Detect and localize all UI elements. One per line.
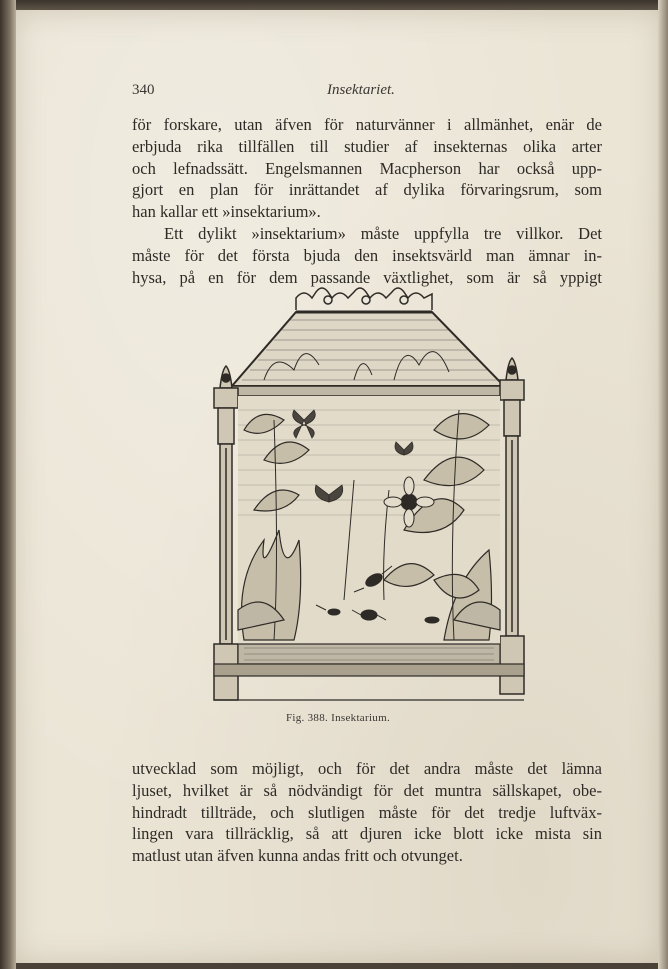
text-line: hysa, på en för dem passande växtlighet, som är så yppigt	[132, 267, 602, 287]
text-line: och lefnadssätt. Engelsmannen Macpherson har också upp-	[132, 158, 602, 178]
paragraph-bottom	[132, 758, 602, 867]
insektarium-illustration	[204, 280, 534, 710]
text-line: gjort en plan för inrättandet af dylika förvaringsrum, som	[132, 180, 602, 200]
page-header	[132, 82, 602, 104]
text-line: erbjuda rika tillfällen till studier af insekternas olika arter	[132, 136, 602, 156]
text-line: för forskare, utan äfven för naturvänner i allmänhet, enär de	[132, 115, 602, 134]
text-line: hindradt tillträde, och slutligen måste för det tredje luftväx-	[132, 802, 602, 822]
text-line: han kallar ett »insektarium».	[132, 202, 321, 222]
figure-caption: Fig. 388. Insektarium.	[285, 712, 391, 724]
scan-border-left	[0, 0, 16, 969]
page-number: 340	[132, 82, 155, 98]
text-line: Ett dylikt »insektarium» måste uppfylla tre villkor. Det	[164, 223, 602, 243]
running-title: Insektariet.	[327, 82, 395, 98]
crest-ornament	[296, 288, 432, 310]
top-beam	[228, 386, 510, 396]
text-line: lingen vara tillräcklig, så att djuren icke blott icke mista sin	[132, 824, 602, 844]
text-line: ljuset, hvilket är så nödvändigt för det muntra sällskapet, obe-	[132, 780, 602, 800]
text-line: måste för det första bjuda den insektsvärld man ämnar in-	[132, 245, 602, 265]
page-edge-right	[658, 0, 668, 969]
book-page	[14, 10, 662, 963]
right-post	[500, 358, 524, 694]
text-line: utvecklad som möjligt, och för det andra måste det lämna	[132, 759, 602, 778]
left-post	[214, 366, 238, 700]
text-line: matlust utan äfven kunna andas fritt och otvunget.	[132, 846, 463, 866]
roof	[232, 312, 504, 386]
paragraph-top	[132, 114, 602, 288]
